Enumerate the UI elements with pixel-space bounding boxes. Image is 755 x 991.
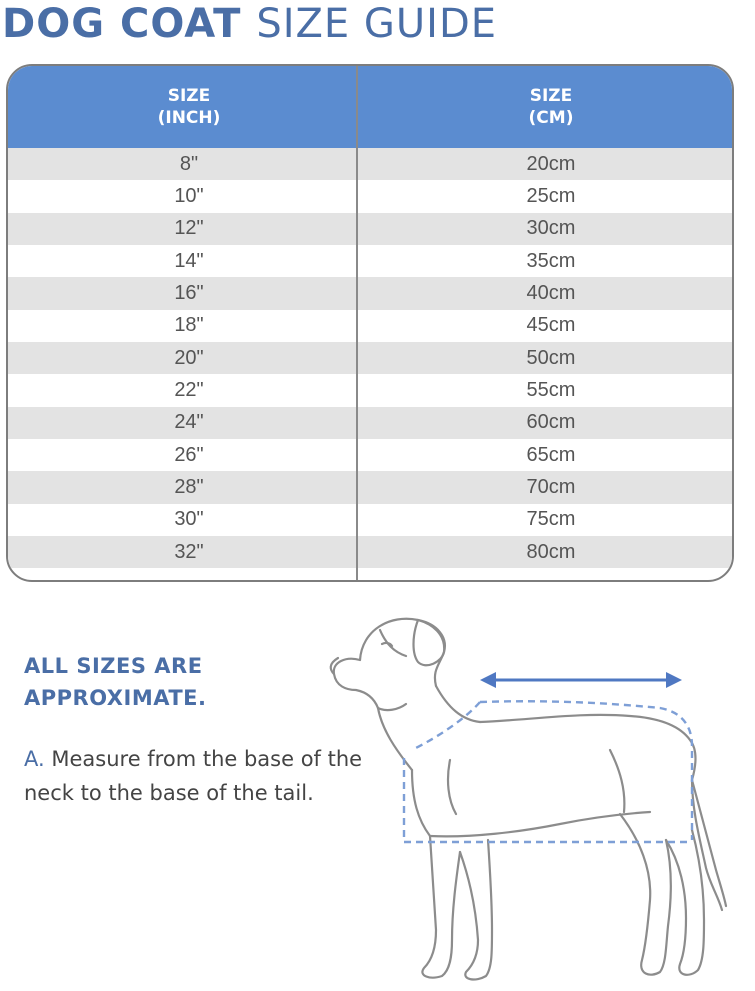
table-row xyxy=(8,342,732,374)
table-row xyxy=(8,310,732,342)
cell-size-inch: 22" xyxy=(174,379,204,402)
table-row xyxy=(8,536,732,568)
cell-size-inch: 8" xyxy=(179,152,199,175)
cell-size-cm: 80cm xyxy=(526,540,576,563)
table-header xyxy=(8,66,732,148)
dog-illustration-icon xyxy=(320,600,740,991)
cell-size-inch: 28" xyxy=(174,476,204,499)
cell-size-inch: 12" xyxy=(174,217,204,240)
approximate-line1: ALL SIZES ARE xyxy=(24,654,203,678)
table-row xyxy=(8,277,732,309)
table-body xyxy=(8,148,732,568)
cell-size-cm: 60cm xyxy=(526,411,576,434)
table-row xyxy=(8,504,732,536)
cell-size-cm: 40cm xyxy=(526,282,576,305)
page-title xyxy=(2,2,497,46)
cell-size-inch: 10" xyxy=(174,185,204,208)
cell-size-cm: 35cm xyxy=(526,249,576,272)
instruction-text: Measure from the base of the neck to the base of the tail. xyxy=(24,747,363,805)
title-light: SIZE GUIDE xyxy=(256,1,498,47)
title-bold: DOG COAT xyxy=(2,1,242,47)
header-cm-line1: SIZE xyxy=(529,86,573,106)
header-cm xyxy=(370,66,732,148)
cell-size-inch: 26" xyxy=(174,443,204,466)
table-row xyxy=(8,439,732,471)
cell-size-cm: 30cm xyxy=(526,217,576,240)
table-row xyxy=(8,245,732,277)
cell-size-cm: 20cm xyxy=(526,152,576,175)
header-cm-line2: (CM) xyxy=(528,108,574,128)
approximate-note xyxy=(24,650,206,714)
cell-size-cm: 45cm xyxy=(526,314,576,337)
table-row xyxy=(8,407,732,439)
header-inch-line1: SIZE xyxy=(167,86,211,106)
table-row xyxy=(8,213,732,245)
cell-size-cm: 70cm xyxy=(526,476,576,499)
cell-size-cm: 75cm xyxy=(526,508,576,531)
cell-size-inch: 20" xyxy=(174,346,204,369)
cell-size-inch: 32" xyxy=(174,540,204,563)
cell-size-cm: 65cm xyxy=(526,443,576,466)
header-inch-line2: (INCH) xyxy=(157,108,221,128)
table-row xyxy=(8,148,732,180)
cell-size-cm: 25cm xyxy=(526,185,576,208)
column-divider xyxy=(356,66,358,580)
cell-size-inch: 14" xyxy=(174,249,204,272)
size-table xyxy=(6,64,734,582)
cell-size-inch: 30" xyxy=(174,508,204,531)
measure-instruction xyxy=(24,742,364,810)
table-row xyxy=(8,471,732,503)
cell-size-inch: 18" xyxy=(174,314,204,337)
double-arrow-icon xyxy=(480,672,682,688)
cell-size-cm: 55cm xyxy=(526,379,576,402)
cell-size-inch: 24" xyxy=(174,411,204,434)
instruction-marker: A. xyxy=(24,747,45,771)
table-row xyxy=(8,180,732,212)
cell-size-cm: 50cm xyxy=(526,346,576,369)
cell-size-inch: 16" xyxy=(174,282,204,305)
table-row xyxy=(8,374,732,406)
approximate-line2: APPROXIMATE. xyxy=(24,686,207,710)
header-inch xyxy=(8,66,370,148)
